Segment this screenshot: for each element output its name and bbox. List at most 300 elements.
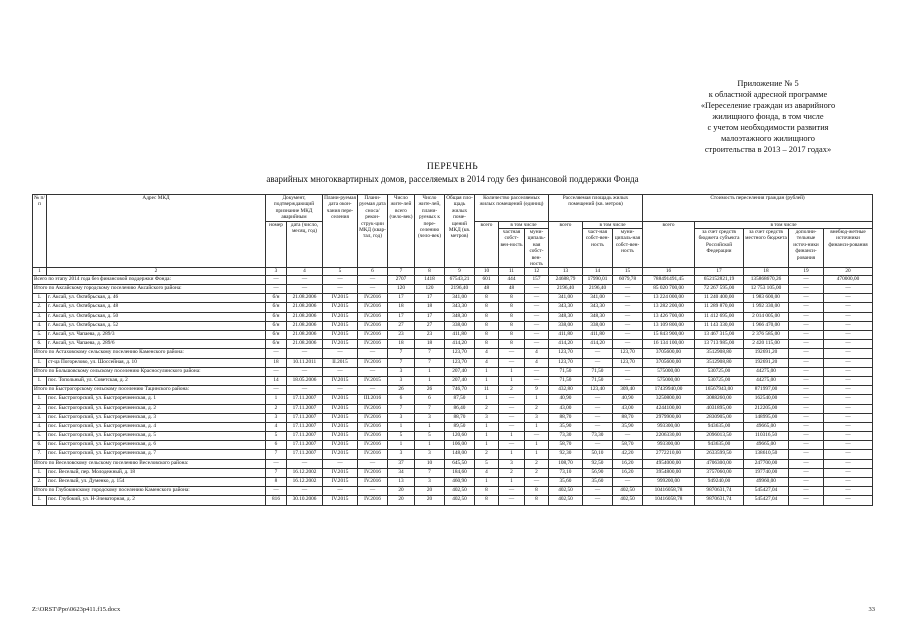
- row-cell: 17.11.2007: [287, 395, 323, 404]
- row-cell: IV.2015: [323, 321, 358, 330]
- header-qty-private: частная собст-вен-ность: [499, 229, 525, 268]
- row-number: 1.: [33, 376, 47, 385]
- row-cell: 27: [415, 321, 445, 330]
- row-cell: 71,50: [549, 376, 583, 385]
- row-cell: 9870631,74: [695, 487, 744, 496]
- row-cell: —: [824, 422, 873, 431]
- summary-label: Итого по Глубокинскому городскому поселению Каменского района:: [33, 487, 266, 496]
- row-address: г. Аксай, ул. Октябрьская, д. 52: [47, 321, 266, 330]
- row-cell: —: [824, 413, 873, 422]
- table-row: [33, 496, 873, 505]
- column-number-cell: 9: [445, 268, 475, 275]
- row-cell: —: [358, 275, 388, 284]
- row-cell: 72 267 595,00: [695, 285, 744, 294]
- row-cell: IV.2016: [358, 404, 388, 413]
- header-residents-planned: Число жите-лей, плани-руемых к пере-селению (чело-век): [415, 195, 445, 268]
- row-cell: 4244100,00: [643, 404, 695, 413]
- row-cell: —: [789, 367, 824, 376]
- header-plan-end: Плани-руемая дата окон-чания пере-селения: [323, 195, 358, 268]
- row-cell: 645,50: [445, 459, 475, 468]
- summary-label: Итого по Аксайскому городскому поселению Аксайского района:: [33, 285, 266, 294]
- appendix-line: жилищного фонда, в том числе: [712, 112, 824, 121]
- row-cell: —: [266, 349, 287, 358]
- header-sq-municipal: муни-ципаль-ная собст-вен-ность: [613, 229, 643, 268]
- row-cell: 184,60: [445, 468, 475, 477]
- table-row: [33, 468, 873, 477]
- row-address: пос. Быстрогорский, ул. Быстроречненская, д. 7: [47, 450, 266, 459]
- row-cell: —: [824, 478, 873, 487]
- table-body: [33, 275, 873, 505]
- row-cell: 8: [475, 321, 499, 330]
- row-cell: 42,20: [613, 450, 643, 459]
- row-cell: —: [323, 367, 358, 376]
- row-cell: 788491491,45: [643, 275, 695, 284]
- row-cell: —: [287, 459, 323, 468]
- appendix-block: [648, 78, 888, 155]
- row-cell: 40,90: [549, 395, 583, 404]
- row-cell: 7: [388, 404, 415, 413]
- row-cell: 88,70: [613, 413, 643, 422]
- row-cell: —: [525, 376, 549, 385]
- row-cell: 73,30: [549, 432, 583, 441]
- row-cell: IV.2016: [358, 441, 388, 450]
- column-number-cell: 7: [388, 268, 415, 275]
- row-cell: —: [824, 340, 873, 349]
- row-cell: IV.2015: [323, 376, 358, 385]
- appendix-line: строительства в 2013 – 2017 годах»: [704, 145, 832, 154]
- row-cell: —: [358, 349, 388, 358]
- row-cell: 212205,00: [744, 404, 789, 413]
- row-cell: 2: [499, 468, 525, 477]
- row-cell: 943635,00: [695, 422, 744, 431]
- row-cell: 1: [499, 367, 525, 376]
- column-number-cell: 17: [695, 268, 744, 275]
- row-cell: —: [789, 432, 824, 441]
- row-cell: —: [358, 386, 388, 395]
- table-row: [33, 395, 873, 404]
- row-cell: 197740,00: [744, 468, 789, 477]
- row-cell: IV.2015: [323, 294, 358, 303]
- row-cell: 17.11.2007: [287, 413, 323, 422]
- column-number-cell: 10: [475, 268, 499, 275]
- row-cell: —: [499, 404, 525, 413]
- column-number-cell: 16: [643, 268, 695, 275]
- row-cell: 1: [475, 441, 499, 450]
- row-cell: 13 713 985,00: [695, 340, 744, 349]
- row-cell: 1418: [415, 275, 445, 284]
- row-cell: IV.2015: [323, 331, 358, 340]
- row-cell: 545427,04: [744, 487, 789, 496]
- row-cell: 999200,00: [643, 478, 695, 487]
- row-cell: —: [583, 395, 613, 404]
- row-cell: 652152821,19: [695, 275, 744, 284]
- row-cell: 192691,20: [744, 358, 789, 367]
- row-cell: 18: [266, 358, 287, 367]
- row-cell: —: [824, 441, 873, 450]
- row-cell: —: [789, 376, 824, 385]
- row-cell: 123,40: [583, 386, 613, 395]
- row-cell: 402,50: [613, 496, 643, 505]
- row-cell: —: [789, 441, 824, 450]
- row-cell: 460,90: [445, 478, 475, 487]
- row-cell: —: [824, 386, 873, 395]
- header-qty-incl: в том числе: [499, 221, 549, 228]
- column-number-cell: 2: [47, 268, 266, 275]
- row-cell: 341,00: [583, 294, 613, 303]
- row-cell: IV.2016: [358, 413, 388, 422]
- row-cell: —: [499, 441, 525, 450]
- row-cell: IV.2015: [323, 478, 358, 487]
- row-cell: 1: [415, 376, 445, 385]
- row-cell: 8: [475, 340, 499, 349]
- summary-row: [33, 367, 873, 376]
- row-cell: —: [613, 367, 643, 376]
- row-address: пос. Быстрогорский, ул. Быстроречненская, д. 2: [47, 404, 266, 413]
- row-cell: 17: [388, 312, 415, 321]
- row-cell: IV.2015: [323, 303, 358, 312]
- row-cell: —: [613, 340, 643, 349]
- row-cell: —: [583, 422, 613, 431]
- summary-label: Итого по Веселовскому сельскому поселению Веселовского района:: [33, 459, 266, 468]
- row-cell: —: [613, 312, 643, 321]
- row-cell: 20: [388, 496, 415, 505]
- row-cell: IV.2016: [358, 312, 388, 321]
- row-cell: 21.08.2006: [287, 294, 323, 303]
- row-cell: —: [525, 312, 549, 321]
- row-cell: 7: [415, 349, 445, 358]
- row-number: 6.: [33, 441, 47, 450]
- row-cell: 1: [266, 395, 287, 404]
- row-cell: 13 224 000,00: [643, 294, 695, 303]
- row-cell: б/н: [266, 340, 287, 349]
- row-cell: 3: [388, 367, 415, 376]
- header-address: Адрес МКД: [47, 195, 266, 268]
- header-sq-incl: в том числе: [583, 221, 643, 228]
- row-number: 5.: [33, 331, 47, 340]
- appendix-line: малоэтажного жилищного: [720, 134, 815, 143]
- row-cell: 20: [415, 487, 445, 496]
- row-cell: 16.12.2002: [287, 478, 323, 487]
- row-cell: 10: [415, 459, 445, 468]
- row-cell: 21.08.2006: [287, 321, 323, 330]
- row-cell: 1: [499, 478, 525, 487]
- row-cell: —: [789, 413, 824, 422]
- row-cell: IV.2015: [323, 450, 358, 459]
- row-cell: —: [323, 275, 358, 284]
- row-address: г. Аксай, ул. Октябрьская, д. 50: [47, 312, 266, 321]
- row-cell: III.2016: [358, 395, 388, 404]
- row-cell: —: [525, 294, 549, 303]
- column-number-cell: 20: [824, 268, 873, 275]
- summary-row: [33, 487, 873, 496]
- header-residents-total: Число жите-лей всего (чело-век): [388, 195, 415, 268]
- row-cell: б/н: [266, 331, 287, 340]
- row-cell: 88,70: [445, 413, 475, 422]
- row-number: 1.: [33, 496, 47, 505]
- row-cell: 8: [475, 312, 499, 321]
- row-cell: 8: [266, 478, 287, 487]
- column-number-cell: 3: [266, 268, 287, 275]
- header-num: № п/п: [33, 195, 47, 268]
- row-cell: 871997,00: [744, 386, 789, 395]
- row-cell: 26: [388, 386, 415, 395]
- row-cell: —: [789, 275, 824, 284]
- row-cell: 411,80: [583, 331, 613, 340]
- row-cell: 17.11.2007: [287, 450, 323, 459]
- row-cell: 2196,40: [445, 285, 475, 294]
- row-cell: —: [525, 478, 549, 487]
- row-cell: —: [287, 367, 323, 376]
- row-cell: 1: [475, 395, 499, 404]
- row-cell: 20: [415, 496, 445, 505]
- row-cell: —: [323, 285, 358, 294]
- row-number: 1.: [33, 468, 47, 477]
- document-subtitle: аварийных многоквартирных домов, расселяемых в 2014 году без финансовой поддержки Фонда: [266, 174, 639, 184]
- row-cell: 43,00: [549, 404, 583, 413]
- row-cell: 1: [475, 478, 499, 487]
- row-cell: 30.10.2006: [287, 496, 323, 505]
- appendix-line: Приложение № 5: [737, 79, 799, 88]
- row-cell: 1: [475, 367, 499, 376]
- row-cell: 17.11.2007: [287, 441, 323, 450]
- row-cell: —: [287, 285, 323, 294]
- header-square: Расселяемая площадь жилых помещений (кв. метров): [549, 195, 643, 222]
- header-cost: Стоимость переселения граждан (рублей): [643, 195, 873, 222]
- row-cell: 3: [388, 450, 415, 459]
- row-cell: 8: [475, 331, 499, 340]
- row-cell: 120,60: [445, 432, 475, 441]
- row-cell: 4706300,00: [695, 459, 744, 468]
- row-cell: 1: [525, 450, 549, 459]
- row-cell: 8: [475, 487, 499, 496]
- row-cell: 402,50: [613, 487, 643, 496]
- row-cell: 48: [475, 285, 499, 294]
- row-cell: —: [789, 404, 824, 413]
- row-cell: 17: [415, 312, 445, 321]
- row-number: 2.: [33, 478, 47, 487]
- row-cell: 338,00: [549, 321, 583, 330]
- row-number: 4.: [33, 422, 47, 431]
- table-row: [33, 331, 873, 340]
- row-cell: 9870631,74: [695, 496, 744, 505]
- row-cell: 8: [525, 487, 549, 496]
- row-cell: 49665,00: [744, 422, 789, 431]
- row-cell: —: [789, 303, 824, 312]
- row-cell: 21.08.2006: [287, 303, 323, 312]
- column-number-cell: 6: [358, 268, 388, 275]
- table-row: [33, 340, 873, 349]
- row-cell: 309,40: [613, 386, 643, 395]
- row-cell: IV.2015: [323, 395, 358, 404]
- row-cell: 17.11.2007: [287, 422, 323, 431]
- row-cell: 110316,50: [744, 432, 789, 441]
- row-cell: 138610,50: [744, 450, 789, 459]
- row-cell: 1: [388, 441, 415, 450]
- row-cell: 16 134 100,00: [643, 340, 695, 349]
- row-cell: —: [525, 331, 549, 340]
- row-cell: 11 240 400,00: [695, 294, 744, 303]
- row-cell: 3954800,00: [643, 468, 695, 477]
- row-cell: 8: [499, 340, 525, 349]
- row-cell: 993300,00: [643, 422, 695, 431]
- header-quantity: Количество расселяемых жилых помещений (единиц): [475, 195, 549, 222]
- row-cell: 1: [475, 376, 499, 385]
- header-cost-subject: за счет средств бюджета субъекта Российской Федерации: [695, 229, 744, 268]
- row-cell: 18.05.2006: [287, 376, 323, 385]
- row-cell: 7: [415, 358, 445, 367]
- row-cell: 3: [388, 413, 415, 422]
- row-cell: 545427,04: [744, 496, 789, 505]
- row-cell: —: [358, 285, 388, 294]
- row-number: 3.: [33, 413, 47, 422]
- row-cell: 13 426 700,00: [643, 312, 695, 321]
- row-cell: 8: [475, 303, 499, 312]
- row-cell: —: [789, 450, 824, 459]
- summary-label: Всего по этапу 2014 года без финансовой поддержки Фонда:: [33, 275, 266, 284]
- row-cell: б/н: [266, 321, 287, 330]
- row-cell: 24688,79: [549, 275, 583, 284]
- row-address: пос. Быстрогорский, ул. Быстроречненская, д. 1: [47, 395, 266, 404]
- row-cell: 575000,00: [643, 376, 695, 385]
- row-cell: 71,50: [583, 376, 613, 385]
- row-cell: 123,70: [613, 349, 643, 358]
- row-cell: 5: [415, 432, 445, 441]
- row-cell: —: [824, 285, 873, 294]
- row-cell: 3757060,00: [695, 468, 744, 477]
- row-cell: 10416058,78: [643, 496, 695, 505]
- header-sq-private: част-ная собст-вен-ность: [583, 229, 613, 268]
- row-cell: 11: [475, 386, 499, 395]
- column-number-cell: 5: [323, 268, 358, 275]
- row-cell: —: [358, 459, 388, 468]
- row-cell: 3: [499, 459, 525, 468]
- row-cell: 1: [415, 422, 445, 431]
- table-row: [33, 413, 873, 422]
- row-cell: —: [789, 422, 824, 431]
- row-cell: 123,70: [445, 358, 475, 367]
- row-cell: 17.11.2007: [287, 404, 323, 413]
- row-cell: 1: [525, 422, 549, 431]
- row-cell: 341,00: [549, 294, 583, 303]
- row-cell: 49960,00: [744, 478, 789, 487]
- row-cell: 414,20: [445, 340, 475, 349]
- row-cell: 8: [499, 294, 525, 303]
- row-cell: —: [789, 459, 824, 468]
- row-number: 3.: [33, 312, 47, 321]
- row-cell: 48: [499, 285, 525, 294]
- row-cell: 73,30: [583, 432, 613, 441]
- row-cell: 402,50: [445, 496, 475, 505]
- row-cell: IV.2015: [323, 312, 358, 321]
- row-cell: 1: [415, 441, 445, 450]
- row-cell: 746,70: [445, 386, 475, 395]
- row-address: пос. Топольный, ул. Советская, д. 2: [47, 376, 266, 385]
- row-cell: 13 467 315,00: [695, 331, 744, 340]
- row-cell: IV.2016: [358, 422, 388, 431]
- footer-page-number: 33: [868, 606, 875, 613]
- row-cell: 3: [525, 413, 549, 422]
- row-cell: —: [358, 367, 388, 376]
- row-cell: 5: [388, 432, 415, 441]
- row-cell: —: [499, 358, 525, 367]
- row-cell: 3: [415, 413, 445, 422]
- row-cell: 43,00: [613, 404, 643, 413]
- column-number-cell: 14: [583, 268, 613, 275]
- row-cell: 12 753 105,00: [744, 285, 789, 294]
- row-cell: 27: [388, 321, 415, 330]
- row-cell: 92,50: [583, 459, 613, 468]
- row-cell: 411,80: [549, 331, 583, 340]
- header-plan-demolition: Плани-руемая дата сноса/ рекон-струк-ции МКД (квар-тал, год): [358, 195, 388, 268]
- header-doc-date: дата (число, месяц, год): [287, 221, 323, 268]
- row-cell: 4: [475, 358, 499, 367]
- row-cell: 402,50: [445, 487, 475, 496]
- row-cell: —: [824, 487, 873, 496]
- row-cell: 35,90: [549, 422, 583, 431]
- row-cell: 207,40: [445, 367, 475, 376]
- row-cell: 575000,00: [643, 367, 695, 376]
- row-cell: —: [358, 487, 388, 496]
- row-cell: 23: [388, 331, 415, 340]
- row-cell: 993300,00: [643, 441, 695, 450]
- row-cell: 1: [525, 441, 549, 450]
- row-cell: 5: [475, 459, 499, 468]
- row-cell: 348,30: [445, 312, 475, 321]
- header-cost-other: внебюд-жетные источники финанси-рования: [824, 229, 873, 268]
- row-cell: —: [583, 404, 613, 413]
- row-cell: б/н: [266, 294, 287, 303]
- row-cell: 17: [388, 294, 415, 303]
- row-cell: —: [287, 386, 323, 395]
- row-cell: —: [789, 285, 824, 294]
- row-cell: 17439940,00: [643, 386, 695, 395]
- row-cell: —: [824, 294, 873, 303]
- row-cell: —: [789, 395, 824, 404]
- row-cell: —: [789, 478, 824, 487]
- row-cell: 3705600,00: [643, 358, 695, 367]
- row-cell: —: [824, 367, 873, 376]
- row-cell: 2: [525, 404, 549, 413]
- row-cell: 8: [475, 496, 499, 505]
- row-cell: —: [266, 487, 287, 496]
- summary-row: [33, 285, 873, 294]
- row-number: 5.: [33, 432, 47, 441]
- row-cell: —: [323, 349, 358, 358]
- row-cell: IV.2015: [323, 340, 358, 349]
- row-cell: 44275,00: [744, 367, 789, 376]
- row-cell: —: [789, 321, 824, 330]
- row-cell: —: [583, 349, 613, 358]
- row-cell: 1: [499, 432, 525, 441]
- row-cell: 16.12.2002: [287, 468, 323, 477]
- row-cell: 18: [388, 303, 415, 312]
- row-cell: 2096013,50: [695, 432, 744, 441]
- column-numbers-row: [33, 268, 873, 275]
- row-cell: —: [613, 303, 643, 312]
- row-cell: 338,00: [583, 321, 613, 330]
- row-cell: 7: [388, 358, 415, 367]
- row-cell: 21.08.2006: [287, 331, 323, 340]
- row-cell: —: [824, 331, 873, 340]
- header-cost-incl: в том числе: [695, 221, 873, 228]
- row-cell: IV.2016: [358, 450, 388, 459]
- row-cell: 9: [525, 386, 549, 395]
- row-cell: —: [525, 432, 549, 441]
- row-cell: 17990,01: [583, 275, 613, 284]
- row-cell: —: [789, 358, 824, 367]
- row-cell: 5: [266, 432, 287, 441]
- row-cell: —: [789, 312, 824, 321]
